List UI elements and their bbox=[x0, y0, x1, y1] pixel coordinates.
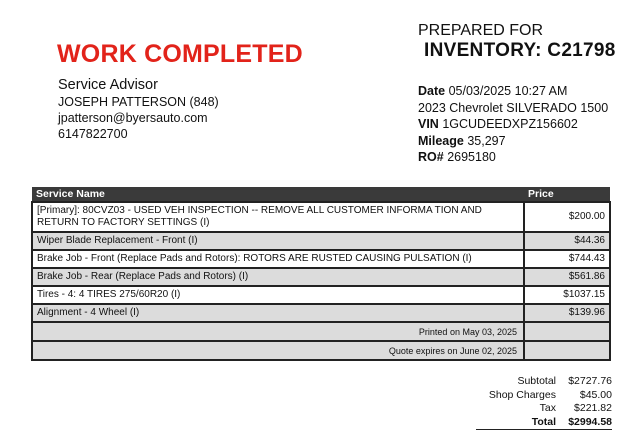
service-advisor-block bbox=[58, 77, 219, 142]
page-title: WORK COMPLETED bbox=[57, 40, 303, 68]
subtotal-label: Subtotal bbox=[517, 375, 556, 387]
prepared-for-label: PREPARED FOR bbox=[418, 22, 544, 39]
subtotal-value: $2727.76 bbox=[568, 375, 612, 387]
vin-line bbox=[418, 116, 608, 133]
date-line bbox=[418, 83, 608, 100]
mileage-line bbox=[418, 133, 608, 150]
table-header-row bbox=[32, 187, 610, 202]
vehicle-model: 2023 Chevrolet SILVERADO 1500 bbox=[418, 100, 609, 115]
shop-charges-label: Shop Charges bbox=[488, 388, 556, 401]
service-name: Brake Job - Rear (Replace Pads and Rotors) (I) bbox=[32, 268, 524, 286]
date-value: 05/03/2025 10:27 AM bbox=[448, 84, 568, 98]
service-name: Tires - 4: 4 TIRES 275/60R20 (I) bbox=[32, 286, 524, 304]
services-table bbox=[31, 187, 611, 361]
vin-value: 1GCUDEEDXPZ156602 bbox=[442, 117, 578, 131]
mileage-label: Mileage bbox=[418, 133, 464, 148]
inventory-number: INVENTORY: C21798 bbox=[424, 40, 616, 61]
table-row bbox=[32, 232, 610, 250]
printed-row bbox=[32, 322, 610, 341]
shop-charges-value: $45.00 bbox=[579, 388, 612, 401]
table-row bbox=[32, 268, 610, 286]
service-price: $561.86 bbox=[524, 268, 610, 286]
printed-date: Printed on May 03, 2025 bbox=[32, 322, 524, 341]
tax-label: Tax bbox=[539, 402, 556, 414]
quote-empty-cell bbox=[524, 341, 610, 360]
ro-value: 2695180 bbox=[447, 150, 496, 164]
tax-row bbox=[476, 402, 612, 416]
col-service-name: Service Name bbox=[32, 187, 524, 202]
vin-label: VIN bbox=[418, 117, 439, 131]
quote-expires: Quote expires on June 02, 2025 bbox=[32, 341, 524, 360]
advisor-email: jpatterson@byersauto.com bbox=[58, 111, 208, 125]
service-price: $200.00 bbox=[524, 202, 610, 232]
service-price: $1037.15 bbox=[524, 286, 610, 304]
service-name: Wiper Blade Replacement - Front (I) bbox=[32, 232, 524, 250]
total-row bbox=[476, 416, 612, 430]
total-underline bbox=[476, 429, 612, 430]
service-name: [Primary]: 80CVZ03 - USED VEH INSPECTION -- REMOVE ALL CUSTOMER INFORMA TION AND RETURN TO FACTORY SETTINGS (I) bbox=[32, 202, 524, 232]
service-name: Alignment - 4 Wheel (I) bbox=[32, 304, 524, 322]
date-label: Date bbox=[418, 84, 446, 98]
service-price: $744.43 bbox=[524, 250, 610, 268]
advisor-name: JOSEPH PATTERSON (848) bbox=[58, 95, 219, 109]
ro-label: RO# bbox=[418, 150, 444, 164]
advisor-heading: Service Advisor bbox=[58, 77, 158, 93]
service-price: $44.36 bbox=[524, 232, 610, 250]
ro-line bbox=[418, 149, 608, 166]
service-name: Brake Job - Front (Replace Pads and Rotors): ROTORS ARE RUSTED CAUSING PULSATION (I) bbox=[32, 250, 524, 268]
mileage-value: 35,297 bbox=[467, 133, 506, 148]
table-row bbox=[32, 202, 610, 232]
quote-row bbox=[32, 341, 610, 360]
total-value: $2994.58 bbox=[568, 415, 612, 428]
table-row bbox=[32, 286, 610, 304]
tax-value: $221.82 bbox=[574, 402, 612, 414]
total-label: Total bbox=[531, 415, 556, 428]
subtotal-row bbox=[476, 375, 612, 389]
shop-charges-row bbox=[476, 389, 612, 403]
table-row bbox=[32, 250, 610, 268]
service-price: $139.96 bbox=[524, 304, 610, 322]
table-row bbox=[32, 304, 610, 322]
totals-block bbox=[476, 375, 612, 429]
printed-empty-cell bbox=[524, 322, 610, 341]
vehicle-info-block bbox=[418, 83, 608, 166]
advisor-phone: 6147822700 bbox=[58, 127, 128, 141]
col-price: Price bbox=[524, 187, 610, 202]
